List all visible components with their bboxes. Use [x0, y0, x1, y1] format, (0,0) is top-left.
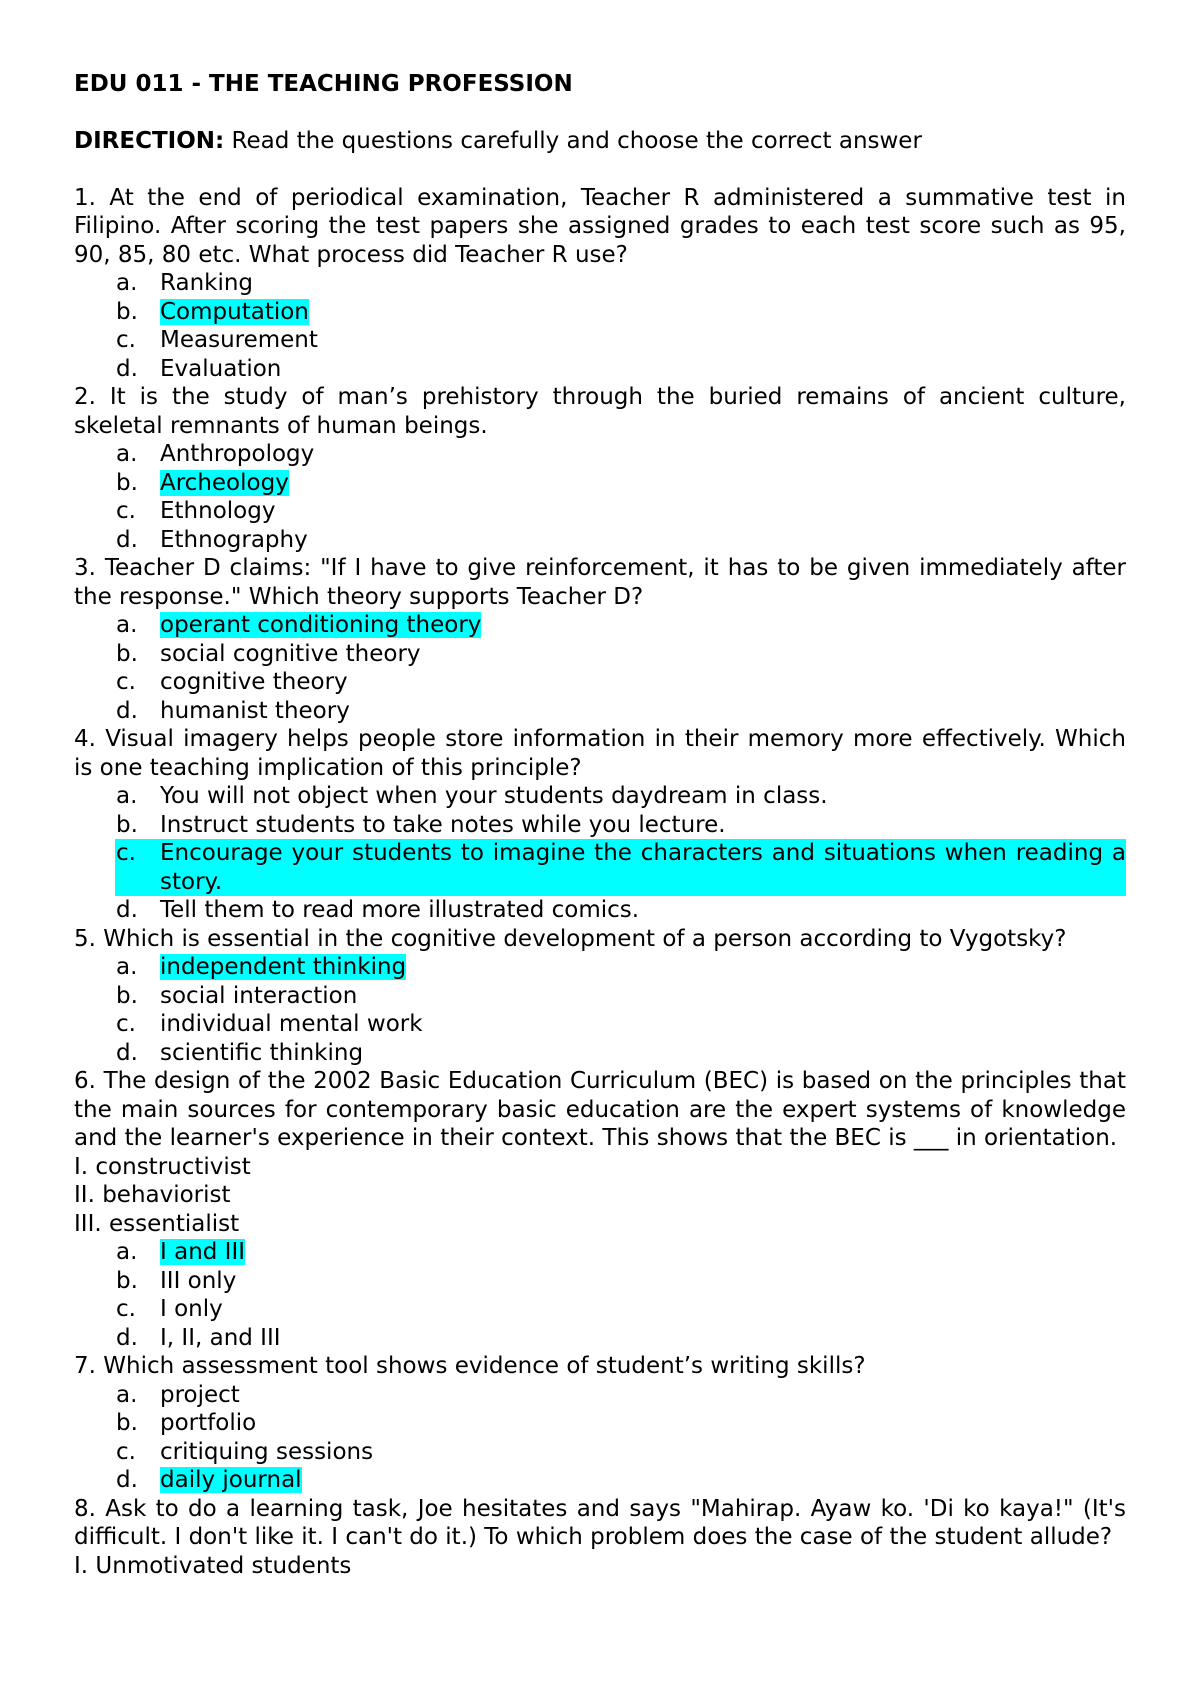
question-8: 8. Ask to do a learning task, Joe hesitates and says "Mahirap. Ayaw ko. 'Di ko kaya!" (It's difficult. I don't like it. I can't do it.) To which problem does the case of the student allude? — [74, 1495, 1126, 1550]
q4-option-b: b. Instruct students to take notes while you lecture. — [116, 811, 726, 838]
q6-option-d: d. I, II, and III — [116, 1324, 281, 1351]
q6-option-a-answer: a. I and III — [116, 1239, 246, 1265]
q5-option-c: c. individual mental work — [116, 1011, 423, 1037]
q4-option-d: d. Tell them to read more illustrated comics. — [116, 897, 640, 923]
q6-option-b: b. III only — [116, 1267, 237, 1294]
q4-option-a: a. You will not object when your students daydream in class. — [116, 783, 828, 809]
q8-roman-1: I. Unmotivated students — [74, 1552, 352, 1579]
q5-option-b: b. social interaction — [116, 982, 358, 1009]
question-6: 6. The design of the 2002 Basic Education Curriculum (BEC) is based on the principles that the main sources for contemporary basic education are the expert systems of knowledge and the learner's experience in their context. This shows that the BEC is ___ in orientation. — [74, 1068, 1126, 1151]
q5-option-a-answer: a. independent thinking — [116, 954, 407, 980]
q4-option-c-answer: c. Encourage your students to imagine the characters and situations when reading a story. — [116, 840, 1126, 895]
q2-option-a: a. Anthropology — [116, 441, 315, 467]
q3-option-d: d. humanist theory — [116, 697, 350, 724]
q7-option-a: a. project — [116, 1381, 240, 1408]
q6-roman-1: I. constructivist — [74, 1153, 251, 1180]
q3-option-c: c. cognitive theory — [116, 669, 348, 695]
question-3: 3. Teacher D claims: "If I have to give reinforcement, it has to be given immediately after the response." Which theory supports Teacher D? — [74, 555, 1126, 610]
question-5: 5. Which is essential in the cognitive development of a person according to Vygotsky? — [74, 925, 1067, 952]
q6-roman-2: II. behaviorist — [74, 1182, 231, 1208]
document-title: EDU 011 - THE TEACHING PROFESSION — [74, 71, 573, 97]
q5-option-d: d. scientific thinking — [116, 1039, 364, 1066]
direction-label: DIRECTION: — [74, 127, 225, 154]
direction-text: Read the questions carefully and choose the correct answer — [224, 127, 922, 154]
question-1: 1. At the end of periodical examination, Teacher R administered a summative test in Filipino. After scoring the test papers she assigned grades to each test score such as 95, 90, 85, 80 etc. What process did Teacher R use? — [74, 184, 1126, 268]
q3-option-b: b. social cognitive theory — [116, 640, 421, 667]
q1-option-c: c. Measurement — [116, 327, 318, 353]
question-4: 4. Visual imagery helps people store information in their memory more effectively. Which is one teaching implication of this principle? — [74, 726, 1126, 781]
q1-option-a: a. Ranking — [116, 270, 254, 296]
q1-option-b-answer: b. Computation — [116, 298, 309, 325]
q7-option-d-answer: d. daily journal — [116, 1467, 302, 1493]
q2-option-d: d. Ethnography — [116, 526, 308, 553]
q2-option-b-answer: b. Archeology — [116, 469, 289, 496]
q6-roman-3: III. essentialist — [74, 1210, 240, 1237]
q1-option-d: d. Evaluation — [116, 355, 282, 382]
question-7: 7. Which assessment tool shows evidence of student’s writing skills? — [74, 1353, 866, 1379]
question-2: 2. It is the study of man’s prehistory through the buried remains of ancient culture, skeletal remnants of human beings. — [74, 384, 1126, 439]
q2-option-c: c. Ethnology — [116, 498, 276, 524]
q3-option-a-answer: a. operant conditioning theory — [116, 612, 482, 638]
q7-option-c: c. critiquing sessions — [116, 1438, 374, 1465]
q6-option-c: c. I only — [116, 1296, 223, 1322]
direction-line — [74, 127, 1126, 156]
q7-option-b: b. portfolio — [116, 1410, 257, 1436]
